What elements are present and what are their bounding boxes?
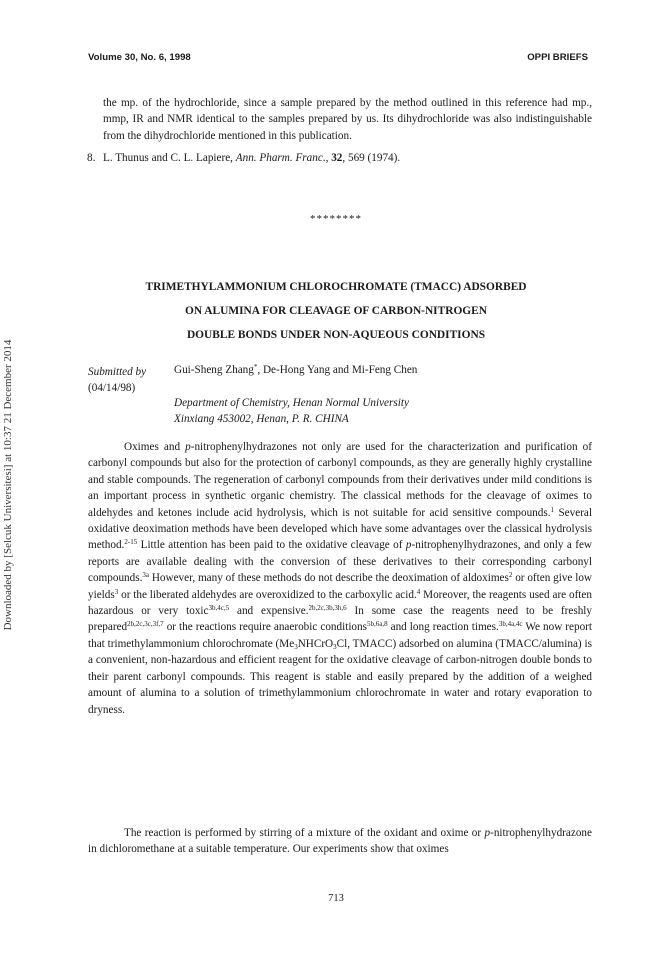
page-number: 713 [328, 893, 344, 904]
citation: 2b,2c,3b,3h,6 [308, 604, 347, 613]
submission-info [88, 364, 146, 396]
reference-continuation: the mp. of the hydrochloride, since a sample prepared by the method outlined in this reference had mp., mmp, IR and NMR identical to the samples prepared by us. Its dihydrochloride was also indistinguishable from the dihydrochloride mentioned in this publication. [103, 97, 592, 142]
reference-authors: L. Thunus and C. L. Lapiere, [103, 152, 236, 164]
reference-volume: 32 [331, 152, 343, 164]
reference-8: 8. L. Thunus and C. L. Lapiere, Ann. Pharm. Franc., 32, 569 (1974). [87, 152, 401, 164]
affiliation-line: Department of Chemistry, Henan Normal University [174, 397, 409, 409]
citation: 1 [550, 505, 555, 514]
citation: 4 [416, 587, 421, 596]
citation: 3b,4a,4c [498, 620, 523, 629]
submitted-label: Submitted by [88, 366, 147, 378]
reference-journal: Ann. Pharm. Franc [235, 152, 323, 164]
citation: 2b,2c,3c,3f,7 [127, 620, 164, 629]
title-line: DOUBLE BONDS UNDER NON-AQUEOUS CONDITIONS [186, 329, 486, 341]
download-note: Downloaded by [Selcuk Universitesi] at 10:37 21 December 2014 [2, 339, 14, 631]
corresponding-mark: * [253, 363, 258, 371]
journal-volume: Volume 30, No. 6, 1998 [88, 52, 191, 63]
citation: 2-15 [124, 538, 138, 547]
section-separator: ******** [310, 213, 362, 225]
citation: 2 [508, 571, 513, 580]
reference-number: 8. [87, 152, 96, 164]
section-name: OPPI BRIEFS [527, 52, 588, 63]
citation: 3a [142, 571, 149, 580]
citation: 3b,4c,5 [208, 604, 230, 613]
affiliation [174, 395, 409, 427]
body-paragraph-2: The reaction is performed by stirring of a mixture of the oxidant and oxime or p-nitrophenylhydrazone in dichloromethane at a suitable temperature. Our experiments show that oximes [88, 827, 592, 856]
title-line: TRIMETHYLAMMONIUM CHLOROCHROMATE (TMACC) ADSORBED [145, 281, 527, 293]
submitted-date: (04/14/98) [88, 382, 136, 394]
affiliation-line: Xinxiang 453002, Henan, P. R. CHINA [174, 413, 349, 425]
citation: 3 [114, 587, 119, 596]
download-watermark [1, 305, 15, 665]
body-paragraph-1: Oximes and p-nitrophenylhydrazones not only are used for the characterization and purification of carbonyl compounds but also for the protection of carbonyl compounds, as they are generally highly crystalline and stable compounds. The regeneration of carbonyl compounds from their derivatives under mild conditions is an important process in synthetic organic chemistry. The classical methods for the cleavage of oximes to aldehydes and ketones include acid hydrolysis, which is not suitable for acid sensitive compounds.$^1$ Several oxidative deoximation methods have been developed which have some advantages over the classical hydrolysis method.$^{2-15}$ Little attention has been paid to the oxidative cleavage of p-nitrophenylhydrazones, and only a few reports are available dealing with the conversion of these derivatives to their corresponding carbonyl compounds.$^{3a}$ However, many of these methods do not describe the deoximation of aldoximes$^2$ or often give low yields$^3$ or the liberated aldehydes are overoxidized to the carboxylic acid.$^4$ Moreover, the reagents used are often hazardous or very toxic$^{3b,4c,5}$ and expensive.$^{2b,2c,3b,3h,6}$ In some case the reagents need to be freshly prepared$^{2b,2c,3c,3f,7}$ or the reactions require anaerobic conditions$^{5b,6a,8}$ and long reaction times.$^{3b,4a,4c}$ We now report that trimethylammonium chlorochromate ($Me_3NHCrO_3Cl$, TMACC) adsorbed on alumina (TMACC/alumina) is a convenient, non-hazardous and efficient reagent for the oxidative cleavage of carbon-nitrogen double bonds to their parent carbonyl compounds. This reagent is stable and easily prepared by the addition of a weighed amount of alumina to a solution of trimethylammonium chlorochromate in water and rotary evaporation to dryness. [88, 441, 593, 716]
article-title [0, 278, 672, 350]
author-list: Gui-Sheng Zhang*, De-Hong Yang and Mi-Feng Chen [174, 363, 418, 376]
title-line: ON ALUMINA FOR CLEAVAGE OF CARBON-NITROGEN [185, 305, 487, 317]
citation: 5b,6a,8 [366, 620, 388, 629]
